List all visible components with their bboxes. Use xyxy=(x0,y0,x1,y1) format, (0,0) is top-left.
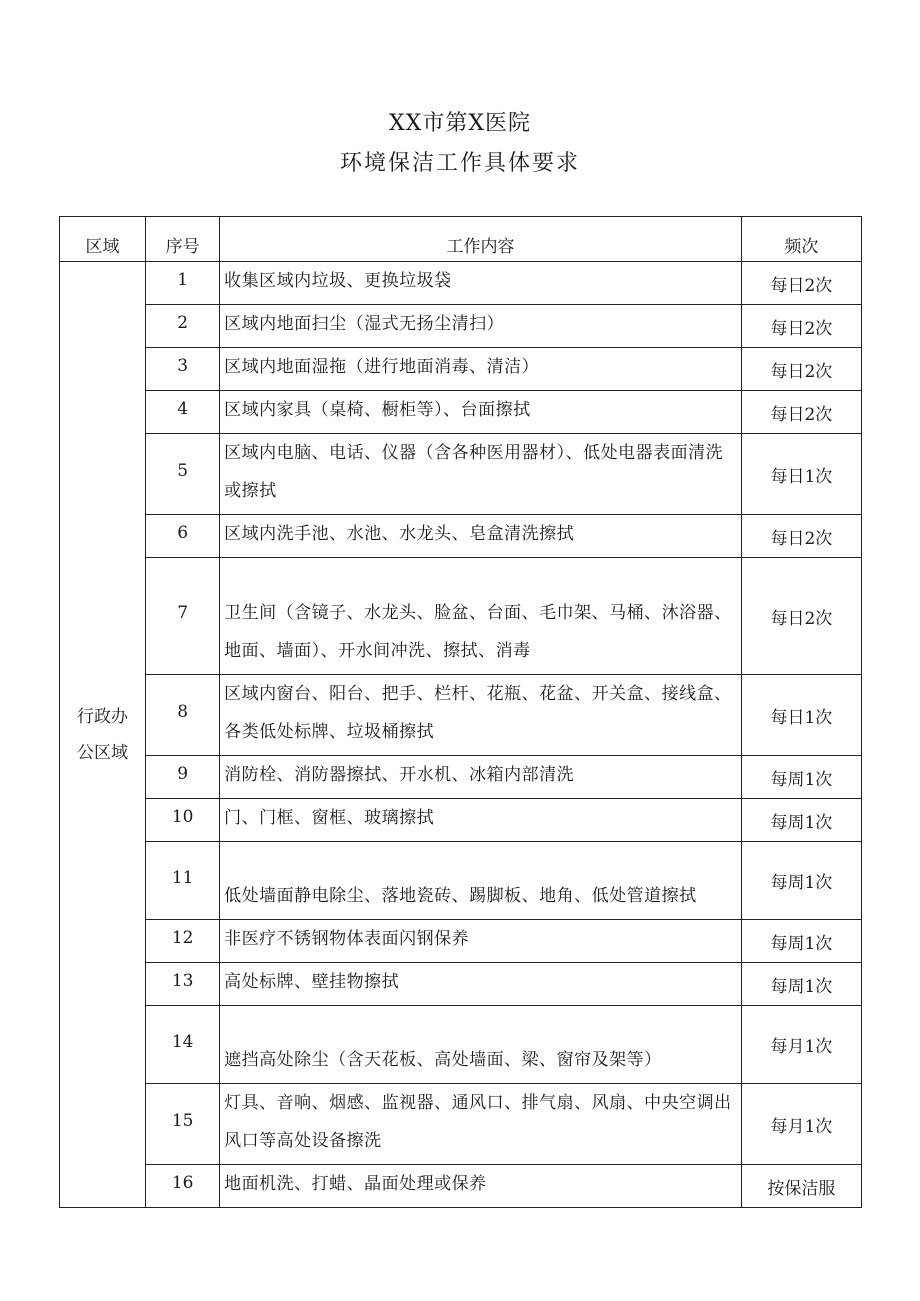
row-number: 14 xyxy=(146,1006,220,1084)
row-frequency: 每周1次 xyxy=(741,963,861,1006)
table-row xyxy=(60,675,862,756)
row-frequency: 每月1次 xyxy=(741,1084,861,1165)
row-content: 区域内地面湿拖（进行地面消毒、清洁） xyxy=(220,348,742,391)
row-number: 5 xyxy=(146,434,220,515)
header-num: 序号 xyxy=(146,217,220,262)
row-content: 地面机洗、打蜡、晶面处理或保养 xyxy=(220,1165,742,1208)
row-content: 高处标牌、壁挂物擦拭 xyxy=(220,963,742,1006)
row-content: 灯具、音响、烟感、监视器、通风口、排气扇、风扇、中央空调出风口等高处设备擦洗 xyxy=(220,1084,742,1165)
table-row xyxy=(60,1084,862,1165)
row-number: 12 xyxy=(146,920,220,963)
row-number: 8 xyxy=(146,675,220,756)
row-number: 1 xyxy=(146,262,220,305)
row-frequency: 每日1次 xyxy=(741,675,861,756)
header-area: 区域 xyxy=(60,217,146,262)
document-title xyxy=(0,108,920,180)
row-frequency: 每日2次 xyxy=(741,348,861,391)
header-freq: 频次 xyxy=(741,217,861,262)
row-content: 区域内窗台、阳台、把手、栏杆、花瓶、花盆、开关盒、接线盒、各类低处标牌、垃圾桶擦拭 xyxy=(220,675,742,756)
table-row xyxy=(60,920,862,963)
table-row xyxy=(60,434,862,515)
row-frequency: 每周1次 xyxy=(741,799,861,842)
row-number: 4 xyxy=(146,391,220,434)
row-content: 消防栓、消防器擦拭、开水机、冰箱内部清洗 xyxy=(220,756,742,799)
row-content: 区域内电脑、电话、仪器（含各种医用器材）、低处电器表面清洗或擦拭 xyxy=(220,434,742,515)
row-number: 10 xyxy=(146,799,220,842)
table-header-row xyxy=(60,217,862,262)
row-number: 13 xyxy=(146,963,220,1006)
area-label: 行政办公区域 xyxy=(77,706,129,763)
row-frequency: 每日1次 xyxy=(741,434,861,515)
row-number: 11 xyxy=(146,842,220,920)
row-frequency: 每日2次 xyxy=(741,558,861,675)
row-number: 16 xyxy=(146,1165,220,1208)
area-cell xyxy=(60,262,146,1208)
document-subtitle: 环境保洁工作具体要求 xyxy=(339,151,580,176)
row-content: 区域内地面扫尘（湿式无扬尘清扫） xyxy=(220,305,742,348)
row-frequency: 每日2次 xyxy=(741,515,861,558)
table-row xyxy=(60,305,862,348)
table-row xyxy=(60,348,862,391)
row-content: 非医疗不锈钢物体表面闪钢保养 xyxy=(220,920,742,963)
row-content: 卫生间（含镜子、水龙头、脸盆、台面、毛巾架、马桶、沐浴器、地面、墙面）、开水间冲洗、擦拭、消毒 xyxy=(220,558,742,675)
table-row xyxy=(60,1006,862,1084)
row-number: 2 xyxy=(146,305,220,348)
table-row xyxy=(60,799,862,842)
table-row xyxy=(60,963,862,1006)
row-frequency: 每周1次 xyxy=(741,756,861,799)
row-number: 9 xyxy=(146,756,220,799)
row-frequency: 每月1次 xyxy=(741,1006,861,1084)
table-row xyxy=(60,842,862,920)
table-row xyxy=(60,391,862,434)
row-content: 低处墙面静电除尘、落地瓷砖、踢脚板、地角、低处管道擦拭 xyxy=(220,842,742,920)
row-number: 3 xyxy=(146,348,220,391)
row-frequency: 每日2次 xyxy=(741,305,861,348)
table-row xyxy=(60,262,862,305)
row-frequency: 每周1次 xyxy=(741,920,861,963)
table-row xyxy=(60,515,862,558)
requirements-table xyxy=(59,216,862,1208)
row-content: 区域内洗手池、水池、水龙头、皂盒清洗擦拭 xyxy=(220,515,742,558)
header-content: 工作内容 xyxy=(220,217,742,262)
table-row xyxy=(60,756,862,799)
table-row xyxy=(60,1165,862,1208)
row-frequency: 每周1次 xyxy=(741,842,861,920)
table-row xyxy=(60,558,862,675)
hospital-name: XX市第X医院 xyxy=(389,111,531,136)
row-content: 遮挡高处除尘（含天花板、高处墙面、梁、窗帘及架等） xyxy=(220,1006,742,1084)
row-number: 6 xyxy=(146,515,220,558)
row-content: 收集区域内垃圾、更换垃圾袋 xyxy=(220,262,742,305)
row-frequency: 每日2次 xyxy=(741,262,861,305)
row-frequency: 按保洁服 xyxy=(741,1165,861,1208)
row-content: 门、门框、窗框、玻璃擦拭 xyxy=(220,799,742,842)
row-number: 15 xyxy=(146,1084,220,1165)
row-frequency: 每日2次 xyxy=(741,391,861,434)
row-number: 7 xyxy=(146,558,220,675)
row-content: 区域内家具（桌椅、橱柜等）、台面擦拭 xyxy=(220,391,742,434)
